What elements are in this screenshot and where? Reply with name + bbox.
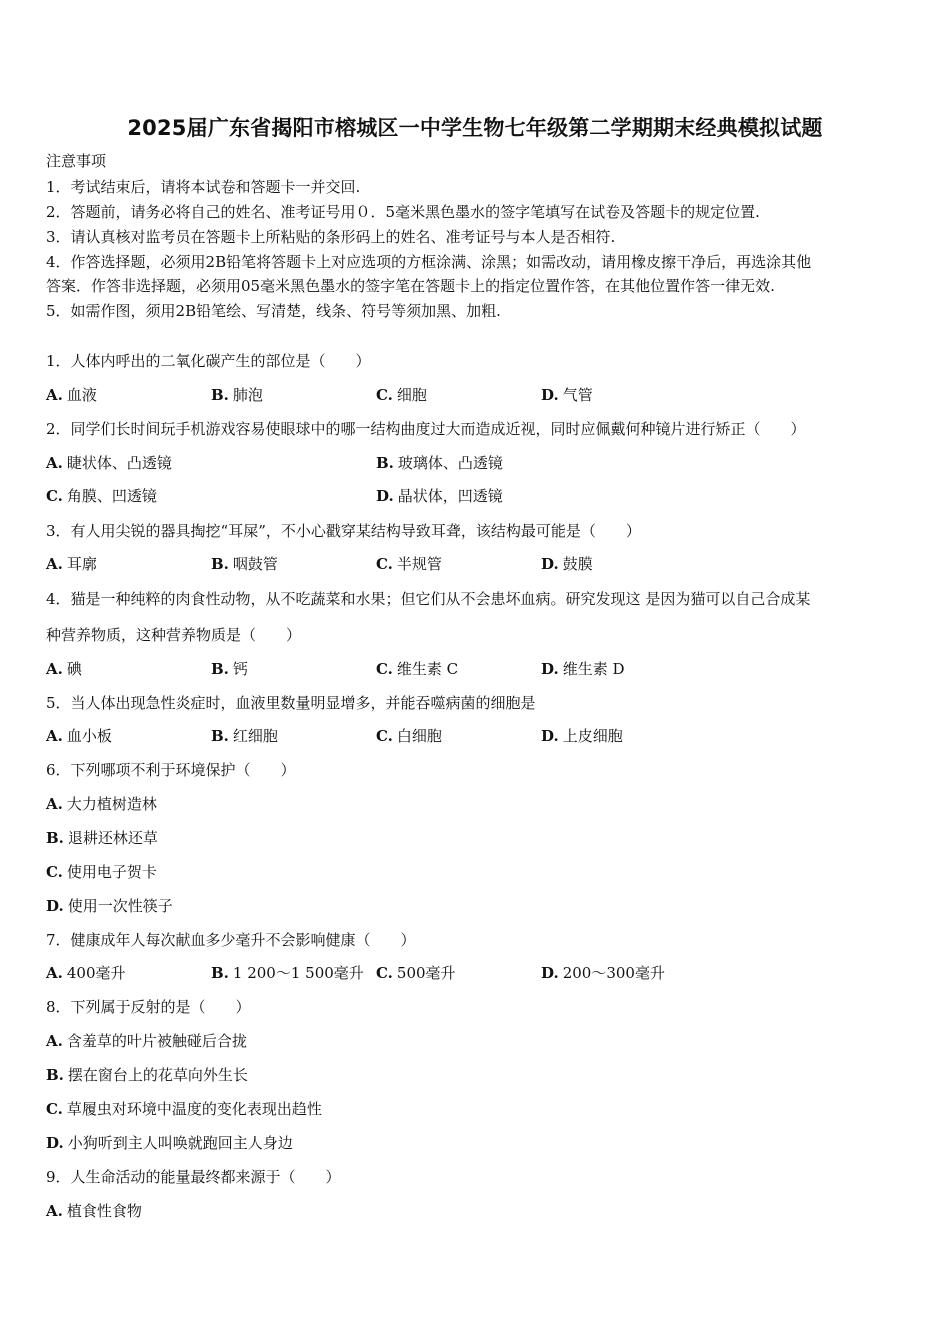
answer-option[interactable]: A. 含羞草的叶片被触碰后合拢 xyxy=(46,1032,247,1050)
answer-option[interactable]: D. 使用一次性筷子 xyxy=(46,897,173,915)
answer-option[interactable]: A. 睫状体、凸透镜 xyxy=(46,454,172,472)
answer-option[interactable]: B. 红细胞 xyxy=(211,727,278,745)
answer-option[interactable]: B. 退耕还林还草 xyxy=(46,829,158,847)
answer-option[interactable]: B. 咽鼓管 xyxy=(211,555,278,573)
answer-option[interactable]: C. 草履虫对环境中温度的变化表现出趋性 xyxy=(46,1100,322,1118)
answer-option[interactable]: A. 耳廓 xyxy=(46,555,97,573)
question-stem: 4．猫是一种纯粹的肉食性动物，从不吃蔬菜和水果；但它们从不会患坏血病。研究发现这 是因为猫可以自己合成某 xyxy=(46,590,811,608)
answer-option[interactable]: A. 植食性食物 xyxy=(46,1202,142,1220)
answer-option[interactable]: A. 血液 xyxy=(46,386,97,404)
answer-option[interactable]: C. 角膜、凹透镜 xyxy=(46,487,157,505)
notice-heading: 注意事项 xyxy=(46,152,107,170)
answer-option[interactable]: C. 使用电子贺卡 xyxy=(46,863,157,881)
exam-title: 2025届广东省揭阳市榕城区一中学生物七年级第二学期期末经典模拟试题 xyxy=(127,116,823,140)
answer-option[interactable]: B. 1 200～1 500毫升 xyxy=(211,964,364,982)
answer-option[interactable]: D. 小狗听到主人叫唤就跑回主人身边 xyxy=(46,1134,293,1152)
notice-item: 答案．作答非选择题，必须用05毫米黑色墨水的签字笔在答题卡上的指定位置作答，在其他位置作答一律无效. xyxy=(46,277,775,295)
answer-option[interactable]: D. 气管 xyxy=(541,386,593,404)
answer-option[interactable]: D. 200～300毫升 xyxy=(541,964,665,982)
answer-option[interactable]: B. 肺泡 xyxy=(211,386,263,404)
answer-option[interactable]: D. 上皮细胞 xyxy=(541,727,623,745)
answer-option[interactable]: A. 血小板 xyxy=(46,727,112,745)
answer-option[interactable]: B. 钙 xyxy=(211,660,248,678)
answer-option[interactable]: B. 摆在窗台上的花草向外生长 xyxy=(46,1066,248,1084)
question-stem: 2．同学们长时间玩手机游戏容易使眼球中的哪一结构曲度过大而造成近视，同时应佩戴何种镜片进行矫正（ ） xyxy=(46,420,806,438)
question-stem: 1．人体内呼出的二氧化碳产生的部位是（ ） xyxy=(46,352,371,370)
answer-option[interactable]: C. 细胞 xyxy=(376,386,427,404)
question-stem: 5．当人体出现急性炎症时，血液里数量明显增多，并能吞噬病菌的细胞是 xyxy=(46,694,536,712)
answer-option[interactable]: A. 400毫升 xyxy=(46,964,126,982)
notice-item: 3．请认真核对监考员在答题卡上所粘贴的条形码上的姓名、准考证号与本人是否相符. xyxy=(46,228,616,246)
question-stem: 9．人生命活动的能量最终都来源于（ ） xyxy=(46,1168,341,1186)
notice-item: 5．如需作图，须用2B铅笔绘、写清楚，线条、符号等须加黑、加粗. xyxy=(46,302,501,320)
answer-option[interactable]: C. 维生素 C xyxy=(376,660,459,678)
answer-option[interactable]: C. 半规管 xyxy=(376,555,442,573)
answer-option[interactable]: D. 鼓膜 xyxy=(541,555,593,573)
answer-option[interactable]: B. 玻璃体、凸透镜 xyxy=(376,454,503,472)
answer-option[interactable]: D. 晶状体，凹透镜 xyxy=(376,487,503,505)
answer-option[interactable]: A. 大力植树造林 xyxy=(46,795,157,813)
notice-item: 1．考试结束后，请将本试卷和答题卡一并交回. xyxy=(46,178,361,196)
answer-option[interactable]: C. 白细胞 xyxy=(376,727,442,745)
answer-option[interactable]: C. 500毫升 xyxy=(376,964,456,982)
question-stem: 种营养物质，这种营养物质是（ ） xyxy=(46,626,302,644)
question-stem: 8．下列属于反射的是（ ） xyxy=(46,998,251,1016)
answer-option[interactable]: D. 维生素 D xyxy=(541,660,625,678)
answer-option[interactable]: A. 碘 xyxy=(46,660,82,678)
question-stem: 7．健康成年人每次献血多少毫升不会影响健康（ ） xyxy=(46,931,416,949)
question-stem: 3．有人用尖锐的器具掏挖“耳屎”，不小心戳穿某结构导致耳聋，该结构最可能是（ ） xyxy=(46,522,641,540)
question-stem: 6．下列哪项不利于环境保护（ ） xyxy=(46,761,296,779)
notice-item: 4．作答选择题，必须用2B铅笔将答题卡上对应选项的方框涂满、涂黑；如需改动，请用橡皮擦干净后，再选涂其他 xyxy=(46,253,812,271)
notice-item: 2．答题前，请务必将自己的姓名、准考证号用０．5毫米黑色墨水的签字笔填写在试卷及答题卡的规定位置. xyxy=(46,203,760,221)
